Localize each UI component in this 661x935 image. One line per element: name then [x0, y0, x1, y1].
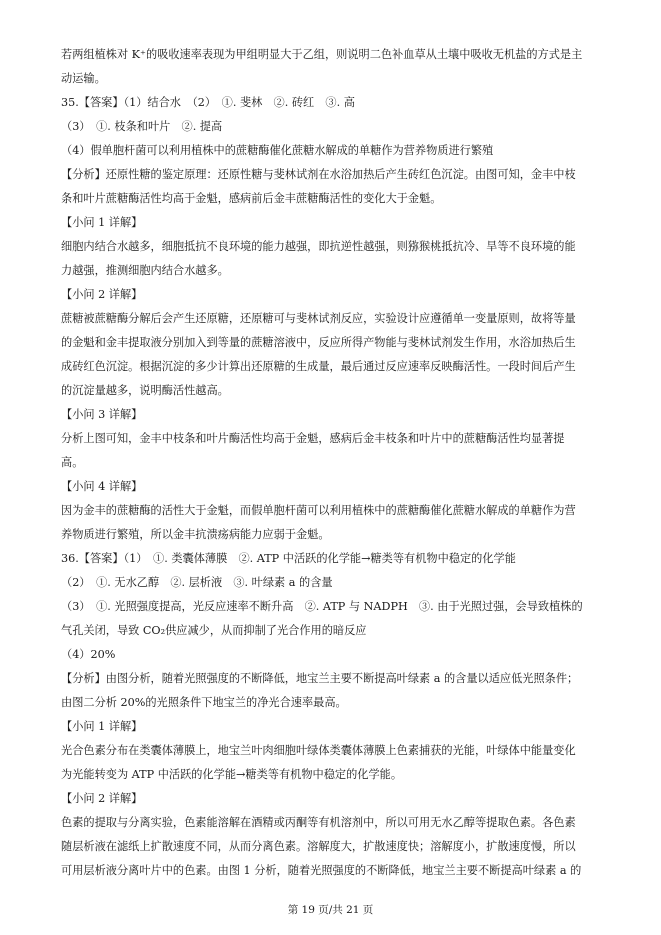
text-line: 可用层析液分离叶片中的色素。由图 1 分析，随着光照强度的不断降低，地宝兰主要不断提高叶绿素 a 的: [61, 864, 582, 877]
analysis-line: 【分析】还原性糖的鉴定原理：还原性糖与斐林试剂在水浴加热后产生砖红色沉淀。由图可知，金丰中枝: [61, 168, 576, 181]
analysis-line: 【分析】由图分析，随着光照强度的不断降低，地宝兰主要不断提高叶绿素 a 的含量以适应低光照条件；: [61, 672, 579, 685]
text-line: 的金魁和金丰提取液分别加入到等量的蔗糖溶液中，反应所得产物能与斐林试剂发生作用，水浴加热后生: [61, 336, 576, 349]
text-line: 动运输。: [61, 72, 106, 85]
text-line: （4）假单胞杆菌可以利用植株中的蔗糖酶催化蔗糖水解成的单糖作为营养物质进行繁殖: [61, 144, 494, 157]
text-line: 蔗糖被蔗糖酶分解后会产生还原糖，还原糖可与斐林试剂反应，实验设计应遵循单一变量原则，故将等量: [61, 312, 576, 325]
text-line: 分析上图可知，金丰中枝条和叶片酶活性均高于金魁，感病后金丰枝条和叶片中的蔗糖酶活性均显著提: [61, 432, 565, 445]
text-line: （4）20%: [61, 648, 116, 661]
text-line: 条和叶片蔗糖酶活性均高于金魁，感病前后金丰蔗糖酶活性的变化大于金魁。: [61, 192, 442, 205]
text-line: 色素的提取与分离实验，色素能溶解在酒精或丙酮等有机溶剂中，所以可用无水乙醇等提取色素。各色素: [61, 816, 576, 829]
text-line: 若两组植株对 K⁺的吸收速率表现为甲组明显大于乙组，则说明二色补血草从土壤中吸收无机盐的方式是主: [61, 48, 583, 61]
text-line: 高。: [61, 456, 84, 469]
text-line: 细胞内结合水越多，细胞抵抗不良环境的能力越强，即抗逆性越强，则猕猴桃抵抗冷、旱等不良环境的能: [61, 240, 576, 253]
text-line: 光合色素分布在类囊体薄膜上，地宝兰叶肉细胞叶绿体类囊体薄膜上色素捕获的光能，叶绿体中能量变化: [61, 744, 576, 757]
text-line: （3） ①. 光照强度提高，光反应速率不断升高 ②. ATP 与 NADPH ③. 由于光照过强，会导致植株的: [61, 600, 583, 613]
text-line: 随层析液在滤纸上扩散速度不同，从而分离色素。溶解度大，扩散速度快；溶解度小，扩散速度慢，所以: [61, 840, 576, 853]
subquestion-heading: 【小问 1 详解】: [61, 720, 143, 733]
page-number-footer: 第 19 页/共 21 页: [287, 904, 374, 916]
subquestion-heading: 【小问 3 详解】: [61, 408, 143, 421]
text-line: 为光能转变为 ATP 中活跃的化学能→糖类等有机物中稳定的化学能。: [61, 768, 403, 781]
text-line: （2） ①. 无水乙醇 ②. 层析液 ③. 叶绿素 a 的含量: [61, 576, 333, 589]
answer-heading-35: 35.【答案】（1）结合水 （2） ①. 斐林 ②. 砖红 ③. 高: [61, 96, 355, 109]
text-line: （3） ①. 枝条和叶片 ②. 提高: [61, 120, 223, 133]
subquestion-heading: 【小问 1 详解】: [61, 216, 143, 229]
text-line: 的沉淀量越多，说明酶活性越高。: [61, 384, 229, 397]
text-line: 养物质进行繁殖，所以金丰抗溃疡病能力应弱于金魁。: [61, 528, 330, 541]
text-line: 由图二分析 20%的光照条件下地宝兰的净光合速率最高。: [61, 696, 347, 709]
subquestion-heading: 【小问 4 详解】: [61, 480, 143, 493]
text-line: 成砖红色沉淀。根据沉淀的多少计算出还原糖的生成量，最后通过反应速率反映酶活性。一段时间后产生: [61, 360, 576, 373]
subquestion-heading: 【小问 2 详解】: [61, 288, 143, 301]
text-line: 力越强，推测细胞内结合水越多。: [61, 264, 229, 277]
subquestion-heading: 【小问 2 详解】: [61, 792, 143, 805]
answer-heading-36: 36.【答案】（1） ①. 类囊体薄膜 ②. ATP 中活跃的化学能→糖类等有机物中稳定的化学能: [61, 552, 516, 565]
text-line: 因为金丰的蔗糖酶的活性大于金魁，而假单胞杆菌可以利用植株中的蔗糖酶催化蔗糖水解成的单糖作为营: [61, 504, 576, 517]
text-line: 气孔关闭，导致 CO₂供应减少，从而抑制了光合作用的暗反应: [61, 624, 367, 637]
